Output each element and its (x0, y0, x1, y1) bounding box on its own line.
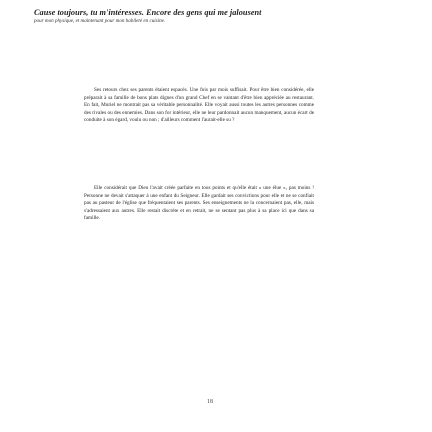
body-paragraph-1 (84, 87, 314, 125)
page-header (34, 8, 414, 26)
header-line-1: Cause toujours, tu m'intéresses. Encore des gens qui me jalousent (34, 7, 262, 17)
paragraph-text: Ses retours chez ses parents étaient espacés. Une fois par mois suffisait. Pour être bien considérée, elle préparait à sa famille de bons plats dignes d'un grand Chef en se vantant d'être bien appréciée au restaurant. En fait, Muriel ne montrait pas sa véritable personnalité. Elle voyait aussi toutes les autres personnes comme des rivales ou des ennemies. Dans son for intérieur, elle ne leur pardonnait aucun manquement, aucun écart de conduite à son égard, voulu ou non ; d'ailleurs comment l'aurait-elle su ? (84, 87, 314, 124)
body-paragraph-2 (84, 185, 314, 223)
header-line-2: pour mon physique, et maintenant pour mon habileté en cuisine. (34, 18, 166, 24)
paragraph-text: Elle considérait que Dieu l'avait créée parfaite en tous points et qu'elle était « une élue », pas moins ! Personne ne devait s'attaquer à une enfant du Seigneur. Elle gardait ses convictions pour elle et ne se confiait pas au pasteur de l'église que fréquentaient ses parents. Ses enseignements ne la concernaient pas, elle, mais s'adressaient aux autres. Elle restait discrète et en retrait, ne se sentant pas plus à sa place ici que dans sa famille. (84, 185, 314, 222)
page-number: 18 (207, 399, 213, 405)
